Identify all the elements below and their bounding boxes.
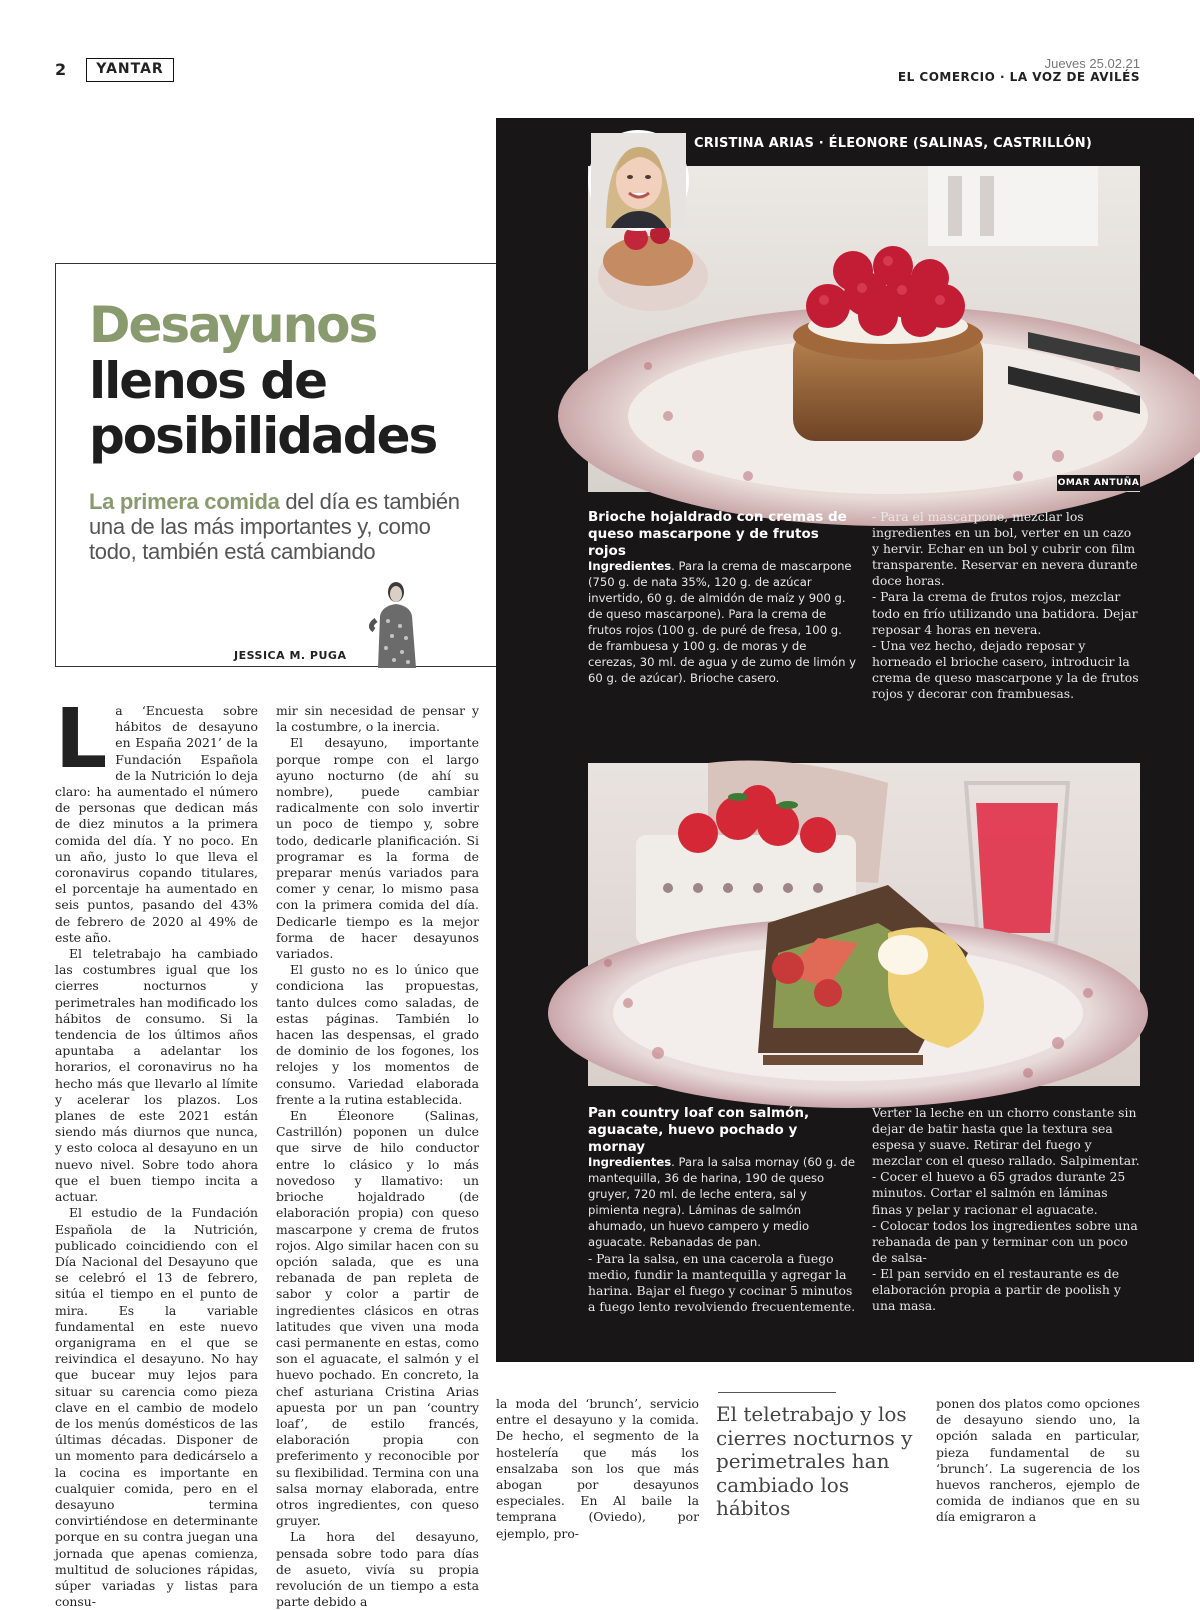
headline-box	[55, 263, 497, 667]
dropcap: L	[55, 692, 108, 787]
recipe-step: - Para la salsa, en una cacerola a fuego medio, fundir la mantequilla y agregar la harina. Bajar el fuego y cocinar 5 minutos a fuego lento revolviendo frecuentemente.	[588, 1251, 856, 1315]
paragraph: En Éleonore (Salinas, Castrillón) poponen un dulce que sirve de hilo conductor entre lo clásico y lo más novedoso y llamativo: un brioche hojaldrado (de elaboración propia) con queso mascarpone y crema de frutos rojos. Algo similar hacen con su opción salada, que es una rebanada de pan repleta de sabor y color a partir de ingredientes clásicos en otras latitudes que viven una moda casi permanente en estas, como son el aguacate, el salmón y el huevo pochado. En concreto, la chef asturiana Cristina Arias apuesta por un pan ‘country loaf’, de estilo francés, elaboración propia con preferimento y reconocible por su flexibilidad. Termina con una salsa mornay elaborada, entre otros ingredientes, con queso gruyer.	[276, 1108, 479, 1529]
recipe1-steps	[872, 509, 1140, 702]
recipe2-steps-right	[872, 1105, 1140, 1314]
byline: JESSICA M. PUGA	[234, 649, 347, 662]
paragraph: ponen dos platos como opciones de desayuno siendo uno, la opción salada en particular, pieza fundamental de su ‘brunch’. La sugerencia de los huevos rancheros, ejemplo de comida de indianos que en su día emigraron a	[936, 1396, 1140, 1525]
recipe2-ingredients	[588, 1154, 856, 1250]
pullquote-rule	[718, 1392, 836, 1393]
paragraph: El desayuno, importante porque rompe con el largo ayuno nocturno (de ahí su nombre), puede cambiar radicalmente con solo invertir un poco de tiempo y, sobre todo, dedicarle planificación. Si programar es la forma de preparar menús variados para comer y cenar, lo mismo pasa con la primera comida del día. Dedicarle tiempo es la mejor forma de hacer desayunos variados.	[276, 735, 479, 962]
ingredients-text: . Para la salsa mornay (60 g. de mantequilla, 36 de harina, 190 de queso gruyer, 720 ml. de leche entera, sal y pimienta negra). Láminas de salmón ahumado, un huevo campero y medio aguacate. Rebanadas de pan.	[588, 1155, 855, 1249]
paragraph: La hora del desayuno, pensada sobre todo para días de asueto, vivía su propia revolución de un tiempo a esta parte debido a	[276, 1529, 479, 1610]
toast-photo	[588, 763, 1140, 1086]
recipe2-title: Pan country loaf con salmón, aguacate, huevo pochado y mornay	[588, 1105, 810, 1155]
chef-name: CRISTINA ARIAS · ÉLEONORE (SALINAS, CASTRILLÓN)	[694, 136, 1092, 151]
paragraph: a ‘Encuesta sobre hábitos de desayuno en España 2021’ de la Fundación Española de la Nutrición lo deja claro: ha aumentado el número de personas que dedican más de diez minutos a la primera comida del día. Y no poco. En un año, justo lo que lleva el coronavirus copando titulares, el porcentaje ha aumentado en seis puntos, pasando del 43% de febrero de 2020 al 49% de este año.	[55, 703, 258, 945]
recipe-step: - Cocer el huevo a 65 grados durante 25 minutos. Cortar el salmón en láminas finas y pelar y racionar el aguacate.	[872, 1169, 1126, 1217]
headline-line2: llenos de posibilidades	[89, 352, 437, 465]
masthead: EL COMERCIO · LA VOZ DE AVILÉS	[897, 70, 1140, 84]
article-column-2	[276, 703, 479, 1610]
recipe-step: - Colocar todos los ingredientes sobre una rebanada de pan y terminar con un poco de salsa-	[872, 1217, 1138, 1265]
recipe-step: - Una vez hecho, dejado reposar y horneado el brioche casero, introducir la crema de queso mascarpone y la de frutos rojos y decorar con frambuesas.	[872, 637, 1139, 702]
recipe-step: - Para el mascarpone, mezclar los ingredientes en un bol, verter en un cazo y hervir. Echar en un bol y cubrir con film transparente. Reservar en nevera durante doce horas.	[872, 509, 1138, 589]
recipe1-ingredients	[588, 558, 856, 686]
author-photo	[356, 576, 436, 668]
section-label: YANTAR	[86, 58, 174, 82]
recipe-step: - Para la crema de frutos rojos, mezclar todo en frío utilizando una batidora. Dejar reposar 4 horas en nevera.	[872, 589, 1138, 637]
deck	[89, 489, 479, 564]
recipe-step: - El pan servido en el restaurante es de elaboración propia a partir de poolish y una masa.	[872, 1265, 1121, 1314]
article-column-3	[496, 1396, 699, 1542]
article-column-4	[936, 1396, 1140, 1526]
article-column-1	[55, 692, 258, 1610]
recipe1-title: Brioche hojaldrado con cremas de queso mascarpone y de frutos rojos	[588, 509, 847, 559]
deck-text: del día es también una de las más importantes y, como todo, también está cambiando	[89, 489, 460, 564]
chef-portrait	[591, 133, 686, 228]
ingredients-text: . Para la crema de mascarpone (750 g. de nata 35%, 120 g. de azúcar invertido, 60 g. de almidón de maíz y 900 g. de queso mascarpone). Para la crema de frutos rojos (100 g. de puré de fresa, 100 g. de frambuesa y 100 g. de moras y de cerezas, 30 ml. de agua y de zumo de limón y 60 g. de azúcar). Brioche casero.	[588, 559, 856, 685]
pullquote: El teletrabajo y los cierres nocturnos y perimetrales han cambiado los hábitos	[716, 1402, 913, 1520]
ingredients-label: Ingredientes	[588, 1155, 672, 1169]
paragraph: El gusto no es lo único que condiciona las propuestas, tanto dulces como saladas, de estas páginas. También lo hacen las despensas, el grado de dominio de los fogones, los relojes y los momentos de consumo. Variedad elaborada frente a la rutina establecida.	[276, 962, 479, 1107]
paragraph: El teletrabajo ha cambiado las costumbres igual que los cierres nocturnos y perimetrales han modificado los hábitos de consumo. Si la tendencia de los últimos años apuntaba a adelantar los horarios, el coronavirus no ha hecho más que llevarlo al límite y acelerar los plazos. Los planes de este 2021 están siendo más diurnos que nunca, y esto coloca al desayuno en un nuevo nivel. Sobre todo ahora que el buen tiempo incita a actuar.	[55, 946, 258, 1205]
recipe2-steps-left	[588, 1251, 856, 1315]
recipe-step: Verter la leche en un chorro constante sin dejar de batir hasta que la textura sea espesa y suave. Retirar del fuego y mezclar con el queso rallado. Salpimentar.	[872, 1105, 1140, 1169]
deck-highlight: La primera comida	[89, 489, 280, 514]
paragraph: mir sin necesidad de pensar y la costumbre, o la inercia.	[276, 703, 479, 735]
photo-credit: OMAR ANTUÑA	[1057, 475, 1140, 491]
issue-date: Jueves 25.02.21	[1044, 56, 1140, 71]
paragraph: la moda del ‘brunch’, servicio entre el desayuno y la comida. De hecho, el segmento de la hostelería que más los ensalzaba son los que más abogan por desayunos especiales. En Al baile la temprana (Oviedo), por ejemplo, pro-	[496, 1396, 699, 1541]
toast-image	[588, 763, 1140, 1086]
page-number: 2	[55, 60, 67, 79]
paragraph: El estudio de la Fundación Española de la Nutrición, publicado coincidiendo con el Día Nacional del Desayuno que se celebró el 13 de febrero, sitúa el tiempo en el punto de mira. Es la variable fundamental en este nuevo organigrama en el que se reivindica el desayuno. No hay que bucear muy lejos para situar su carencia como pieza clave en el cambio de modelo de los menús domésticos de las últimas décadas. Disponer de un momento para dedicárselo a la cocina es importante en cualquier comida, pero en el desayuno termina convirtiéndose en determinante porque en su contra juegan una jornada que apenas comienza, multitud de soluciones rápidas, súper variadas y listas para consu-	[55, 1205, 258, 1610]
chef-photo	[588, 130, 689, 231]
ingredients-label: Ingredientes	[588, 559, 672, 573]
headline-line1: Desayunos	[89, 296, 377, 354]
